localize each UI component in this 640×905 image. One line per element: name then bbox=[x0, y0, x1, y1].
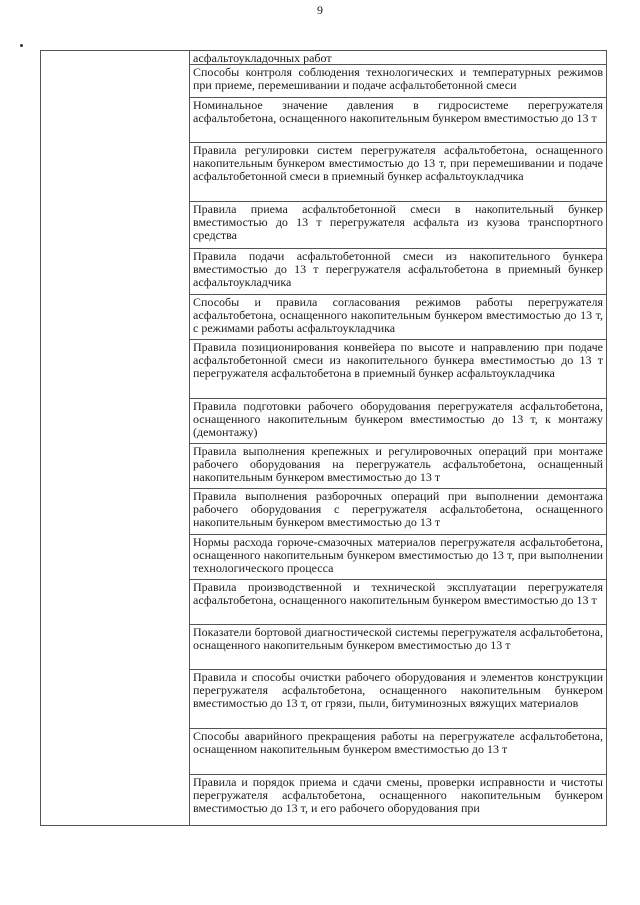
knowledge-table bbox=[40, 50, 607, 826]
table-right-column bbox=[190, 51, 606, 823]
table-row: Правила подачи асфальтобетонной смеси из накопительного бункера вместимостью до 13 т перегружателя асфальтобетона в приемный бункер асфальтоукладчика bbox=[190, 249, 606, 295]
table-left-column bbox=[41, 51, 190, 825]
table-row: Номинальное значение давления в гидросистеме перегружателя асфальтобетона, оснащенного накопительным бункером вместимостью до 13 т bbox=[190, 98, 606, 143]
table-row: Правила подготовки рабочего оборудования перегружателя асфальтобетона, оснащенного накопительным бункером вместимостью до 13 т, к монтажу (демонтажу) bbox=[190, 399, 606, 444]
table-row: Нормы расхода горюче-смазочных материалов перегружателя асфальтобетона, оснащенного накопительным бункером вместимостью до 13 т, при выполнении технологического процесса bbox=[190, 535, 606, 580]
table-row: Правила выполнения разборочных операций при выполнении демонтажа рабочего оборудования с перегружателя асфальтобетона, оснащенного накопительным бункером вместимостью до 13 т bbox=[190, 489, 606, 535]
page-number: 9 bbox=[317, 3, 323, 17]
table-row: Правила и порядок приема и сдачи смены, проверки исправности и чистоты перегружателя асфальтобетона, оснащенного накопительным бункером вместимостью до 13 т, и его рабочего оборудования при bbox=[193, 775, 603, 816]
table-row: Правила производственной и технической эксплуатации перегружателя асфальтобетона, оснащенного накопительным бункером вместимостью до 13 т bbox=[190, 580, 606, 625]
table-row: Правила выполнения крепежных и регулировочных операций при монтаже рабочего оборудования на перегружатель асфальтобетона, оснащенный накопительным бункером вместимостью до 13 т bbox=[190, 444, 606, 489]
table-row: Правила приема асфальтобетонной смеси в накопительный бункер вместимостью до 13 т перегружателя асфальта из кузова транспортного средства bbox=[190, 202, 606, 249]
table-row: Правила регулировки систем перегружателя асфальтобетона, оснащенного накопительным бункером вместимостью до 13 т, при перемешивании и подаче асфальтобетонной смеси в приемный бункер асфальтоукладчика bbox=[190, 143, 606, 202]
table-row: Способы аварийного прекращения работы на перегружателе асфальтобетона, оснащенном накопительным бункером вместимостью до 13 т bbox=[190, 729, 606, 775]
table-row: Правила позиционирования конвейера по высоте и направлению при подаче асфальтобетонной смеси из накопительного бункера вместимостью до 13 т перегружателя асфальтобетона в приемный бункер асфальтоукладчика bbox=[190, 340, 606, 399]
table-row: Способы и правила согласования режимов работы перегружателя асфальтобетона, оснащенного накопительным бункером вместимостью до 13 т, с режимами работы асфальтоукладчика bbox=[190, 295, 606, 340]
table-row: Способы контроля соблюдения технологических и температурных режимов при приеме, перемешивании и подаче асфальтобетонной смеси bbox=[190, 65, 606, 98]
table-row: Показатели бортовой диагностической системы перегружателя асфальтобетона, оснащенного накопительным бункером вместимостью до 13 т bbox=[190, 625, 606, 670]
table-row: асфальтоукладочных работ bbox=[190, 51, 606, 65]
table-row: Правила и способы очистки рабочего оборудования и элементов конструкции перегружателя асфальтобетона, оснащенного накопительным бункером вместимостью до 13 т, от грязи, пыли, битуминозных вяжущих материалов bbox=[190, 670, 606, 729]
margin-mark bbox=[20, 44, 23, 47]
